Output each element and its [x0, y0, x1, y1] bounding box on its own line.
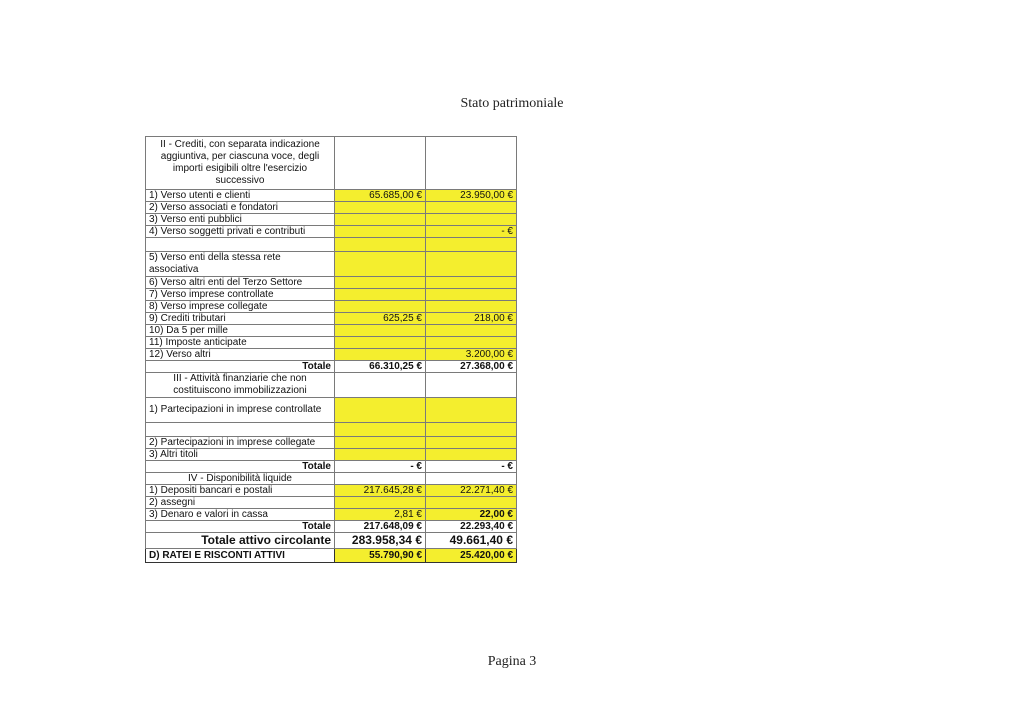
value-cell — [335, 289, 426, 301]
table-row — [146, 398, 517, 423]
total-row — [146, 521, 517, 533]
crediti-heading: II - Crediti, con separata indicazione aggiuntiva, per ciascuna voce, degli importi esigibili oltre l'esercizio successivo — [146, 137, 335, 190]
summary-row-attivo — [146, 533, 517, 549]
stato-patrimoniale-table — [145, 136, 517, 563]
row-label: 2) assegni — [146, 497, 335, 509]
value-cell — [426, 289, 517, 301]
value-cell — [335, 449, 426, 461]
value-cell — [335, 437, 426, 449]
empty-cell — [426, 238, 517, 252]
page-title: Stato patrimoniale — [460, 96, 564, 111]
table-row — [146, 449, 517, 461]
table-row-spacer — [146, 238, 517, 252]
attivo-value: 49.661,40 € — [426, 533, 517, 549]
value-cell — [335, 214, 426, 226]
value-cell: 625,25 € — [335, 313, 426, 325]
row-label: 4) Verso soggetti privati e contributi — [146, 226, 335, 238]
attivita-heading: III - Attività finanziarie che non costituiscono immobilizzazioni — [146, 373, 335, 398]
value-cell — [335, 325, 426, 337]
summary-row-ratei — [146, 549, 517, 563]
table-row — [146, 313, 517, 325]
value-cell — [426, 398, 517, 423]
total-row — [146, 361, 517, 373]
table-row — [146, 289, 517, 301]
total-value: 22.293,40 € — [426, 521, 517, 533]
table-row — [146, 277, 517, 289]
row-label: 3) Verso enti pubblici — [146, 214, 335, 226]
value-cell — [426, 325, 517, 337]
empty-cell — [146, 238, 335, 252]
table-row — [146, 190, 517, 202]
disponibilita-heading: IV - Disponibilità liquide — [146, 473, 335, 485]
total-row — [146, 461, 517, 473]
table-row — [146, 301, 517, 313]
value-cell — [335, 337, 426, 349]
section-heading-crediti — [146, 137, 517, 190]
table-row — [146, 202, 517, 214]
empty-cell — [426, 137, 517, 190]
total-label: Totale — [146, 361, 335, 373]
value-cell: 23.950,00 € — [426, 190, 517, 202]
value-cell — [426, 202, 517, 214]
value-cell: 22,00 € — [426, 509, 517, 521]
value-cell: - € — [426, 226, 517, 238]
ratei-label: D) RATEI E RISCONTI ATTIVI — [146, 549, 335, 563]
empty-cell — [146, 423, 335, 437]
row-label: 8) Verso imprese collegate — [146, 301, 335, 313]
total-value: 27.368,00 € — [426, 361, 517, 373]
value-cell — [426, 277, 517, 289]
empty-cell — [335, 423, 426, 437]
row-label: 12) Verso altri — [146, 349, 335, 361]
total-label: Totale — [146, 461, 335, 473]
total-label: Totale — [146, 521, 335, 533]
row-label: 2) Partecipazioni in imprese collegate — [146, 437, 335, 449]
row-label: 5) Verso enti della stessa rete associativa — [146, 252, 335, 277]
value-cell — [426, 437, 517, 449]
table-row — [146, 349, 517, 361]
value-cell — [335, 349, 426, 361]
value-cell — [335, 252, 426, 277]
row-label: 11) Imposte anticipate — [146, 337, 335, 349]
row-label: 10) Da 5 per mille — [146, 325, 335, 337]
table-row — [146, 497, 517, 509]
total-value: 217.648,09 € — [335, 521, 426, 533]
table-row — [146, 252, 517, 277]
empty-cell — [335, 238, 426, 252]
value-cell — [335, 277, 426, 289]
table-row — [146, 226, 517, 238]
section-heading-attivita — [146, 373, 517, 398]
empty-cell — [426, 373, 517, 398]
table-row — [146, 325, 517, 337]
table-row — [146, 437, 517, 449]
attivo-label: Totale attivo circolante — [146, 533, 335, 549]
value-cell: 22.271,40 € — [426, 485, 517, 497]
value-cell — [426, 449, 517, 461]
value-cell — [426, 337, 517, 349]
value-cell — [426, 497, 517, 509]
row-label: 3) Altri titoli — [146, 449, 335, 461]
ratei-value: 25.420,00 € — [426, 549, 517, 563]
total-value: - € — [426, 461, 517, 473]
row-label: 6) Verso altri enti del Terzo Settore — [146, 277, 335, 289]
value-cell: 65.685,00 € — [335, 190, 426, 202]
row-label: 1) Partecipazioni in imprese controllate — [146, 398, 335, 423]
table-row-spacer — [146, 423, 517, 437]
empty-cell — [426, 423, 517, 437]
empty-cell — [426, 473, 517, 485]
value-cell — [335, 226, 426, 238]
row-label: 2) Verso associati e fondatori — [146, 202, 335, 214]
value-cell — [335, 497, 426, 509]
table-row — [146, 214, 517, 226]
value-cell — [335, 202, 426, 214]
value-cell — [426, 252, 517, 277]
total-value: 66.310,25 € — [335, 361, 426, 373]
row-label: 1) Verso utenti e clienti — [146, 190, 335, 202]
attivo-value: 283.958,34 € — [335, 533, 426, 549]
value-cell: 217.645,28 € — [335, 485, 426, 497]
empty-cell — [335, 373, 426, 398]
empty-cell — [335, 473, 426, 485]
row-label: 3) Denaro e valori in cassa — [146, 509, 335, 521]
table-row — [146, 485, 517, 497]
row-label: 1) Depositi bancari e postali — [146, 485, 335, 497]
empty-cell — [335, 137, 426, 190]
table-row — [146, 337, 517, 349]
value-cell: 2,81 € — [335, 509, 426, 521]
value-cell: 218,00 € — [426, 313, 517, 325]
section-heading-disponibilita — [146, 473, 517, 485]
row-label: 7) Verso imprese controllate — [146, 289, 335, 301]
value-cell — [426, 301, 517, 313]
total-value: - € — [335, 461, 426, 473]
page-number: Pagina 3 — [487, 654, 537, 669]
row-label: 9) Crediti tributari — [146, 313, 335, 325]
value-cell: 3.200,00 € — [426, 349, 517, 361]
value-cell — [426, 214, 517, 226]
value-cell — [335, 398, 426, 423]
value-cell — [335, 301, 426, 313]
ratei-value: 55.790,90 € — [335, 549, 426, 563]
table-row — [146, 509, 517, 521]
